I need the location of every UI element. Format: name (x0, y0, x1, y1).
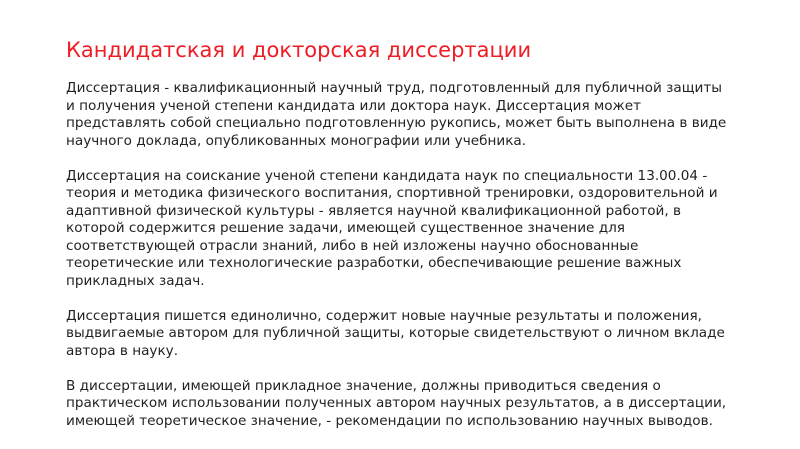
text-line: и получения ученой степени кандидата или доктора наук. Диссертация может (66, 97, 642, 114)
text-line: научного доклада, опубликованных монографии или учебника. (66, 132, 527, 149)
paragraph-authorship (66, 308, 756, 361)
text-line: адаптивной физической культуры - является научной квалификационной работой, в (66, 202, 682, 219)
text-line: теоретические или технологические разработки, обеспечивающие решение важных (66, 255, 682, 271)
text-line: выдвигаемые автором для публичной защиты, которые свидетельствуют о личном вкладе (66, 325, 725, 341)
text-line: представлять собой специально подготовленную рукопись, может быть выполнена в виде (66, 115, 727, 131)
text-line: которой содержится решение задачи, имеющей существенное значение для (66, 220, 625, 236)
paragraph-applied-value (66, 378, 756, 431)
text-line: практическом использовании полученных автором научных результатов, а в диссертации, (66, 395, 727, 411)
paragraph-candidate-dissertation (66, 168, 756, 291)
text-line: соответствующей отрасли знаний, либо в ней изложены научно обоснованные (66, 237, 639, 254)
paragraph-definition (66, 80, 756, 150)
slide-title: Кандидатская и докторская диссертации (66, 38, 532, 62)
text-line: теория и методика физического воспитания, спортивной тренировки, оздоровительной и (66, 185, 718, 201)
text-line: имеющей теоретическое значение, - рекомендации по использованию научных выводов. (66, 412, 713, 429)
text-line: автора в науку. (66, 342, 179, 359)
slide-body (66, 80, 756, 448)
text-line: Диссертация на соискание ученой степени кандидата наук по специальности 13.00.04 - (66, 167, 708, 184)
text-line: Диссертация пишется единолично, содержит новые научные результаты и положения, (66, 307, 702, 324)
text-line: Диссертация - квалификационный научный труд, подготовленный для публичной защиты (66, 80, 722, 96)
text-line: прикладных задач. (66, 272, 205, 289)
text-line: В диссертации, имеющей прикладное значение, должны приводиться сведения о (66, 377, 661, 394)
